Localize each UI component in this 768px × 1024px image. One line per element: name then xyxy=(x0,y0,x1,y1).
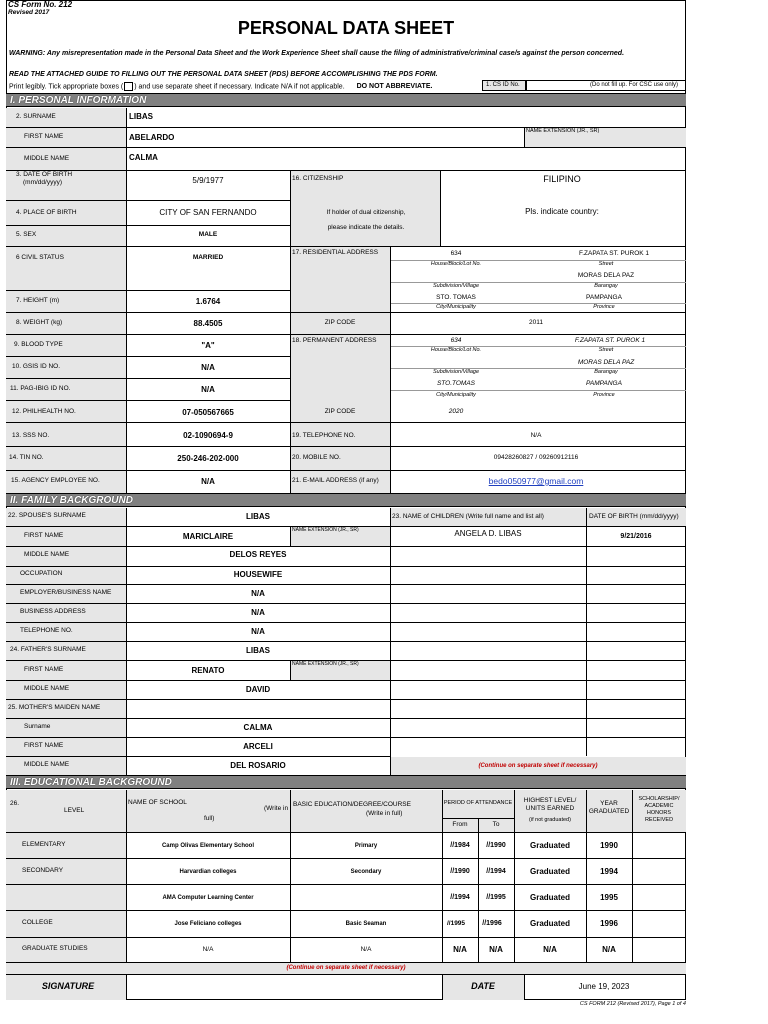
employer-value[interactable]: N/A xyxy=(251,589,265,598)
edu-header-to: To xyxy=(492,821,500,828)
edu-header-level: LEVEL xyxy=(64,807,85,814)
edu-course[interactable]: Secondary xyxy=(350,869,382,875)
spouse-ext-label: NAME EXTENSION (JR., SR) xyxy=(292,527,359,533)
sss-label: 13. SSS NO. xyxy=(12,432,50,439)
height-value[interactable]: 1.6764 xyxy=(195,297,221,306)
email-label: 21. E-MAIL ADDRESS (if any) xyxy=(292,477,379,484)
edu-course[interactable]: Basic Seaman xyxy=(345,921,387,927)
mother-first-value[interactable]: ARCELI xyxy=(243,742,273,751)
pob-label: 4. PLACE OF BIRTH xyxy=(16,209,77,216)
citizenship-value[interactable]: FILIPINO xyxy=(543,174,581,184)
father-ext-label: NAME EXTENSION (JR., SR) xyxy=(292,661,359,667)
surname-label: 2. SURNAME xyxy=(16,113,56,120)
blood-type-value[interactable]: "A" xyxy=(201,341,215,350)
section-education-title: III. EDUCATIONAL BACKGROUND xyxy=(10,777,172,788)
father-middle-value[interactable]: DAVID xyxy=(245,685,271,694)
section-education-header xyxy=(6,775,686,789)
education-continue-note: (Continue on separate sheet if necessary) xyxy=(286,965,406,971)
edu-course[interactable]: Primary xyxy=(354,843,378,849)
pds-page xyxy=(6,0,686,1024)
edu-school[interactable]: Harvardian colleges xyxy=(179,869,237,875)
print-instructions xyxy=(9,82,432,91)
res-barangay[interactable]: MORAS DELA PAZ xyxy=(577,272,635,279)
sex-label: 5. SEX xyxy=(16,231,37,238)
edu-year[interactable]: 1994 xyxy=(600,867,618,876)
citizenship-label: 16. CITIZENSHIP xyxy=(292,175,344,182)
edu-header-full: full) xyxy=(204,815,215,822)
philhealth-value[interactable]: 07-050567665 xyxy=(182,408,234,417)
mother-middle-value[interactable]: DEL ROSARIO xyxy=(230,761,286,770)
edu-year[interactable]: N/A xyxy=(602,945,616,954)
res-province-caption: Province xyxy=(593,304,615,310)
email-value[interactable]: bedo050977@gmail.com xyxy=(488,476,584,486)
first-name-value[interactable]: ABELARDO xyxy=(129,133,175,142)
res-zip-label: ZIP CODE xyxy=(324,319,356,326)
education-header-row xyxy=(6,790,686,832)
print-instructions-b: ) and use separate sheet if necessary. Indicate N/A if not applicable. xyxy=(134,83,345,91)
tin-label: 14. TIN NO. xyxy=(9,454,44,461)
edu-school[interactable]: Camp Olivas Elementary School xyxy=(161,843,255,849)
perm-house[interactable]: 634 xyxy=(450,337,462,344)
form-revised: Revised 2017 xyxy=(8,9,50,16)
pob-value[interactable]: CITY OF SAN FERNANDO xyxy=(159,208,257,217)
spouse-middle-label: MIDDLE NAME xyxy=(24,551,70,558)
section-family-header xyxy=(6,493,686,507)
res-street[interactable]: F.ZAPATA ST. PUROK 1 xyxy=(578,250,650,257)
perm-barangay[interactable]: MORAS DELA PAZ xyxy=(577,359,635,366)
print-instructions-a: Print legibly. Tick appropriate boxes ( xyxy=(9,83,124,91)
edu-highest[interactable]: Graduated xyxy=(529,893,571,902)
spouse-first-label: FIRST NAME xyxy=(24,532,64,539)
child-dob-label: DATE OF BIRTH (mm/dd/yyyy) xyxy=(589,513,679,520)
pagibig-value[interactable]: N/A xyxy=(201,385,215,394)
edu-from[interactable]: //1995 xyxy=(446,920,466,927)
edu-year[interactable]: 1995 xyxy=(600,893,618,902)
occupation-label: OCCUPATION xyxy=(20,570,63,577)
telephone-value[interactable]: N/A xyxy=(530,432,542,439)
permanent-address-label: 18. PERMANENT ADDRESS xyxy=(292,337,377,344)
perm-zip-label: ZIP CODE xyxy=(324,408,356,415)
spouse-middle-value[interactable]: DELOS REYES xyxy=(229,550,287,559)
tick-box-sample xyxy=(124,82,133,91)
business-address-value[interactable]: N/A xyxy=(251,608,265,617)
res-province[interactable]: PAMPANGA xyxy=(586,294,622,301)
edu-level: COLLEGE xyxy=(22,919,53,926)
edu-header-period: PERIOD OF ATTENDANCE xyxy=(443,800,513,806)
edu-year[interactable]: 1990 xyxy=(600,841,618,850)
name-extension-label: NAME EXTENSION (JR., SR) xyxy=(526,128,600,134)
dual-citizenship-note-b: please indicate the details. xyxy=(327,224,405,231)
dob-format: (mm/dd/yyyy) xyxy=(23,179,62,186)
form-code: CS Form No. 212 xyxy=(8,0,73,9)
signature-field[interactable] xyxy=(127,975,442,1000)
family-label-column xyxy=(6,508,126,776)
spouse-first-value[interactable]: MARICLAIRE xyxy=(182,532,234,541)
edu-from[interactable]: //1984 xyxy=(450,842,470,849)
pagibig-label: 11. PAG-IBIG ID NO. xyxy=(10,385,71,392)
edu-header-course-note: (Write in full) xyxy=(366,810,403,817)
edu-header-honors: SCHOLARSHIP/ ACADEMIC HONORS RECEIVED xyxy=(638,796,680,824)
edu-header-course: BASIC EDUCATION/DEGREE/COURSE xyxy=(293,801,411,808)
mother-surname-value[interactable]: CALMA xyxy=(243,723,273,732)
res-street-caption: Street xyxy=(598,261,614,267)
edu-highest[interactable]: N/A xyxy=(543,945,557,954)
res-house[interactable]: 634 xyxy=(450,250,462,257)
edu-from[interactable]: //1990 xyxy=(450,868,470,875)
mother-middle-label: MIDDLE NAME xyxy=(24,761,70,768)
perm-city[interactable]: STO.TOMAS xyxy=(436,380,476,387)
mother-maiden-label: 25. MOTHER'S MAIDEN NAME xyxy=(8,704,101,711)
section-personal-header xyxy=(6,93,686,107)
spouse-telephone-value[interactable]: N/A xyxy=(251,627,265,636)
edu-header-highest: HIGHEST LEVEL/ UNITS EARNED xyxy=(523,797,577,813)
res-zip-value[interactable]: 2011 xyxy=(529,319,543,326)
perm-city-caption: City/Municipality xyxy=(436,392,476,398)
signature-label: SIGNATURE xyxy=(41,981,95,991)
dob-value[interactable]: 5/9/1977 xyxy=(192,176,224,185)
edu-header-num: 26. xyxy=(10,800,20,807)
gsis-value[interactable]: N/A xyxy=(201,363,215,372)
guide-text: READ THE ATTACHED GUIDE TO FILLING OUT THE PERSONAL DATA SHEET (PDS) BEFORE ACCOMPLISHING THE PDS FORM. xyxy=(9,71,438,78)
dob-label: 3. DATE OF BIRTH xyxy=(16,171,73,178)
perm-province[interactable]: PAMPANGA xyxy=(586,380,622,387)
residential-address-label: 17. RESIDENTIAL ADDRESS xyxy=(292,249,379,256)
edu-course[interactable]: N/A xyxy=(360,946,372,953)
edu-to[interactable]: //1994 xyxy=(486,868,506,875)
edu-to[interactable]: N/A xyxy=(489,945,503,954)
date-value[interactable]: June 19, 2023 xyxy=(578,982,630,991)
business-address-label: BUSINESS ADDRESS xyxy=(20,608,86,615)
agency-no-value[interactable]: N/A xyxy=(201,477,215,486)
page-title: PERSONAL DATA SHEET xyxy=(237,18,455,38)
occupation-value[interactable]: HOUSEWIFE xyxy=(233,570,283,579)
edu-school[interactable]: N/A xyxy=(202,946,214,953)
mother-surname-label: Surname xyxy=(24,723,51,730)
father-first-label: FIRST NAME xyxy=(24,666,64,673)
surname-value[interactable]: LIBAS xyxy=(129,112,153,121)
edu-from[interactable]: N/A xyxy=(453,945,467,954)
res-city[interactable]: STO. TOMAS xyxy=(436,294,476,301)
mobile-value[interactable]: 09428260827 / 09260912116 xyxy=(493,454,579,461)
philhealth-label: 12. PHILHEALTH NO. xyxy=(12,408,76,415)
sex-value[interactable]: MALE xyxy=(198,231,218,238)
children-continue-note: (Continue on separate sheet if necessary) xyxy=(478,763,598,769)
edu-to[interactable]: //1990 xyxy=(486,842,506,849)
indicate-country: Pls. indicate country: xyxy=(525,207,599,216)
res-city-caption: City/Municipality xyxy=(436,304,476,310)
edu-header-highest-note: (if not graduated) xyxy=(529,817,571,823)
no-abbreviate: DO NOT ABBREVIATE. xyxy=(356,83,433,91)
dual-citizenship-note-a: If holder of dual citizenship, xyxy=(326,209,406,216)
middle-name-label: MIDDLE NAME xyxy=(24,155,70,162)
perm-subdivision-caption: Subdivision/Village xyxy=(432,369,480,375)
sss-value[interactable]: 02-1090694-9 xyxy=(183,431,233,440)
civil-status-value[interactable]: MARRIED xyxy=(192,254,224,261)
first-name-label: FIRST NAME xyxy=(24,133,64,140)
section-family-title: II. FAMILY BACKGROUND xyxy=(10,495,133,506)
edu-highest[interactable]: Graduated xyxy=(529,841,571,850)
perm-house-caption: House/Block/Lot No. xyxy=(430,347,482,353)
father-first-value[interactable]: RENATO xyxy=(191,666,225,675)
weight-label: 8. WEIGHT (kg) xyxy=(16,319,63,326)
weight-value[interactable]: 88.4505 xyxy=(193,319,223,328)
csc-note: (Do not fill up. For CSC use only) xyxy=(590,82,679,88)
children-label: 23. NAME of CHILDREN (Write full name and list all) xyxy=(392,513,544,520)
res-barangay-caption: Barangay xyxy=(594,283,618,289)
mobile-label: 20. MOBILE NO. xyxy=(292,454,341,461)
edu-from[interactable]: //1994 xyxy=(450,894,470,901)
perm-barangay-caption: Barangay xyxy=(594,369,618,375)
employer-label: EMPLOYER/BUSINESS NAME xyxy=(20,589,112,596)
civil-status-label: 6 CIVIL STATUS xyxy=(16,254,64,261)
edu-year[interactable]: 1996 xyxy=(600,919,618,928)
perm-street[interactable]: F.ZAPATA ST. PUROK 1 xyxy=(574,337,646,344)
father-surname-value[interactable]: LIBAS xyxy=(246,646,270,655)
edu-highest[interactable]: Graduated xyxy=(529,867,571,876)
edu-header-school: NAME OF SCHOOL xyxy=(128,799,187,806)
middle-name-value[interactable]: CALMA xyxy=(129,153,158,162)
edu-school[interactable]: Jose Feliciano colleges xyxy=(174,921,242,927)
spouse-surname-value[interactable]: LIBAS xyxy=(246,512,270,521)
res-house-caption: House/Block/Lot No. xyxy=(430,261,482,267)
edu-to[interactable]: //1995 xyxy=(486,894,506,901)
perm-province-caption: Province xyxy=(593,392,615,398)
date-label: DATE xyxy=(471,981,495,991)
agency-no-label: 15. AGENCY EMPLOYEE NO. xyxy=(11,477,100,484)
gsis-label: 10. GSIS ID NO. xyxy=(12,363,61,370)
telephone-label: 19. TELEPHONE NO. xyxy=(292,432,356,439)
cs-id-label: 1. CS ID No. xyxy=(486,82,520,88)
perm-zip-value[interactable]: 2020 xyxy=(448,408,464,415)
warning-text: WARNING: Any misrepresentation made in the Personal Data Sheet and the Work Experience Sheet shall cause the filing of administrative/criminal case/s against the person concerned. xyxy=(9,50,625,57)
education-level-column xyxy=(6,832,126,962)
child-1-name[interactable]: ANGELA D. LIBAS xyxy=(454,529,522,538)
height-label: 7. HEIGHT (m) xyxy=(16,297,60,304)
edu-highest[interactable]: Graduated xyxy=(529,919,571,928)
res-subdivision-caption: Subdivision/Village xyxy=(432,283,480,289)
edu-level: ELEMENTARY xyxy=(22,841,66,848)
edu-level: GRADUATE STUDIES xyxy=(22,945,88,952)
tin-value[interactable]: 250-246-202-000 xyxy=(177,454,239,463)
child-1-dob[interactable]: 9/21/2016 xyxy=(620,533,652,540)
edu-header-year: YEAR GRADUATED xyxy=(588,800,630,816)
spouse-surname-label: 22. SPOUSE'S SURNAME xyxy=(8,512,86,519)
perm-street-caption: Street xyxy=(598,347,614,353)
spouse-telephone-label: TELEPHONE NO. xyxy=(20,627,73,634)
edu-header-from: From xyxy=(452,821,468,828)
edu-level: SECONDARY xyxy=(22,867,64,874)
edu-header-writein: (Write in xyxy=(264,805,289,812)
mother-first-label: FIRST NAME xyxy=(24,742,64,749)
edu-to[interactable]: //1996 xyxy=(482,920,502,927)
section-personal-title: I. PERSONAL INFORMATION xyxy=(10,95,147,106)
blood-type-label: 9. BLOOD TYPE xyxy=(14,341,63,348)
edu-school[interactable]: AMA Computer Learning Center xyxy=(162,895,254,901)
footer-text: CS FORM 212 (Revised 2017), Page 1 of 4 xyxy=(579,1001,686,1007)
father-middle-label: MIDDLE NAME xyxy=(24,685,70,692)
father-surname-label: 24. FATHER'S SURNAME xyxy=(10,646,86,653)
